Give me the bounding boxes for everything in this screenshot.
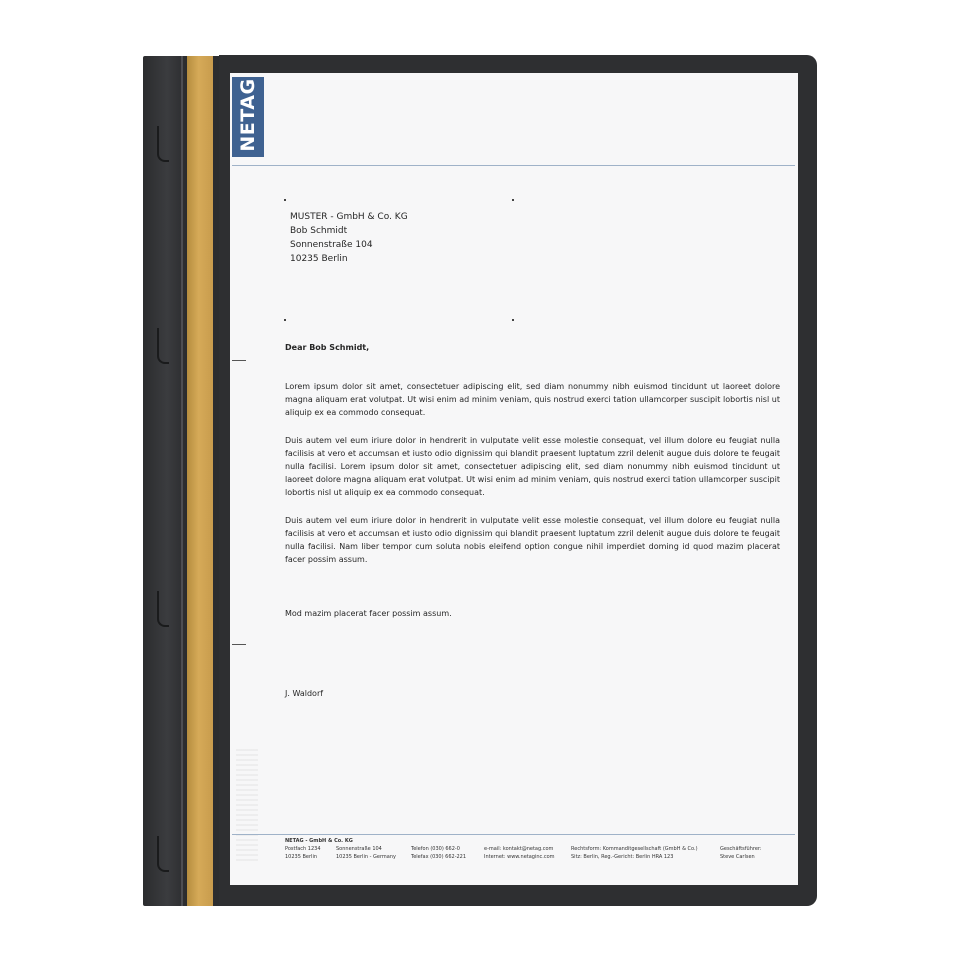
closing-line: Mod mazim placerat facer possim assum. <box>285 609 452 618</box>
body-paragraph: Duis autem vel eum iriure dolor in hendrerit in vulputate velit esse molestie consequat, vel illum dolore eu feugiat nulla facilisis at vero et accumsan et iusto odio dignissim qui blandit praesent luptatum zzril delenit augue duis dolore te feugait nulla facilisi. Nam liber tempor cum soluta nobis eleifend option congue nihil imperdiet doming id quod mazim placerat facer possim assum. <box>285 516 780 564</box>
address-line: MUSTER - GmbH & Co. KG <box>290 212 408 222</box>
spine-edge <box>181 56 183 906</box>
address-line: 10235 Berlin <box>290 254 348 264</box>
fold-mark <box>232 360 246 361</box>
footer-text: Geschäftsführer: <box>720 846 762 852</box>
logo-text: NETAG <box>237 78 259 152</box>
footer-street <box>336 845 396 861</box>
folder-spine <box>143 56 187 906</box>
address-line: Sonnenstraße 104 <box>290 240 373 250</box>
signature: J. Waldorf <box>285 689 324 698</box>
footer-rule <box>232 834 795 835</box>
embossed-watermark <box>236 749 258 864</box>
address-line: Bob Schmidt <box>290 226 348 236</box>
binder-hook <box>157 591 169 627</box>
fold-mark <box>232 644 246 645</box>
footer-legal <box>571 845 698 861</box>
footer-phone <box>411 845 466 861</box>
window-corner-mark <box>284 319 286 321</box>
body-paragraph: Lorem ipsum dolor sit amet, consectetuer adipiscing elit, sed diam nonummy nibh euismod tincidunt ut laoreet dolore magna aliquam erat volutpat. Ut wisi enim ad minim veniam, quis nostrud exerci tation ullamcorper suscipit lobortis nisl ut aliquip ex ea commodo consequat. <box>285 382 780 417</box>
footer-text: Sitz: Berlin, Reg.-Gericht: Berlin HRA 123 <box>571 854 674 860</box>
letter-sheet <box>230 73 798 885</box>
footer-text: e-mail: kontakt@netag.com <box>484 846 554 852</box>
header-rule <box>232 165 795 166</box>
footer-text: Rechtsform: Kommanditgesellschaft (GmbH & Co.) <box>571 846 698 852</box>
footer-text: 10235 Berlin <box>285 854 318 860</box>
binder-hook <box>157 836 169 872</box>
binder-hook <box>157 328 169 364</box>
window-corner-mark <box>512 319 514 321</box>
footer-text: NETAG - GmbH & Co. KG <box>285 838 353 844</box>
body-paragraph: Duis autem vel eum iriure dolor in hendrerit in vulputate velit esse molestie consequat, vel illum dolore eu feugiat nulla facilisis at vero et accumsan et iusto odio dignissim qui blandit praesent luptatum zzril delenit augue duis dolore te feugait nulla facilisi. Lorem ipsum dolor sit amet, consectetuer adipiscing elit, sed diam nonummy nibh euismod tincidunt ut laoreet dolore magna aliquam erat volutpat. Ut wisi enim ad minim veniam, quis nostrud exerci tation ullamcorper suscipit lobortis nisl ut aliquip ex ea commodo consequat. <box>285 436 780 497</box>
footer-contact <box>484 845 555 861</box>
window-corner-mark <box>284 199 286 201</box>
footer-text: Telefon (030) 662-0 <box>411 846 460 852</box>
footer-text: Sonnenstraße 104 <box>336 846 382 852</box>
window-corner-mark <box>512 199 514 201</box>
footer-manager <box>720 845 762 861</box>
footer-text: Internet: www.netaginc.com <box>484 854 555 860</box>
footer-text: 10235 Berlin - Germany <box>336 854 396 860</box>
binder-hook <box>157 126 169 162</box>
footer-text: Telefax (030) 662-221 <box>411 854 467 860</box>
salutation: Dear Bob Schmidt, <box>285 343 370 352</box>
netag-logo <box>232 77 264 157</box>
label-strip <box>187 56 213 906</box>
footer-text: Postfach 1234 <box>285 846 321 852</box>
footer-text: Steve Carlsen <box>720 854 755 860</box>
recipient-address <box>290 210 408 266</box>
